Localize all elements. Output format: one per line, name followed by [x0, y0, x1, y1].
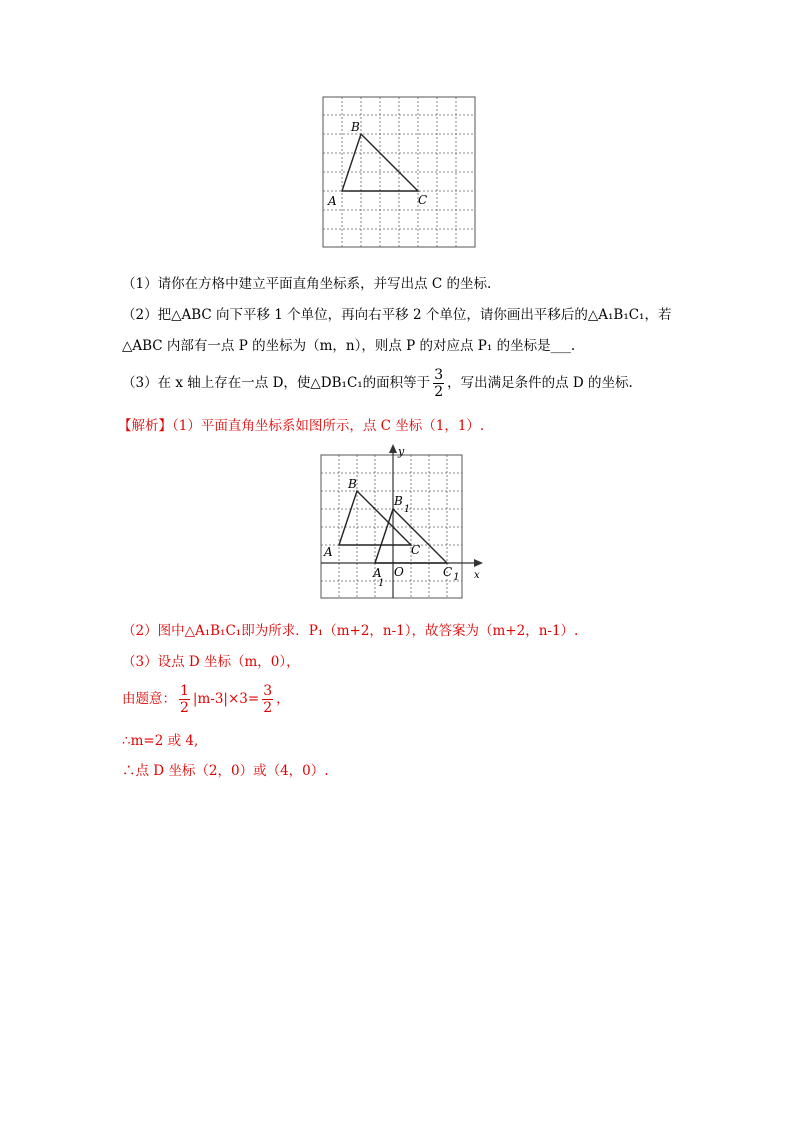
- solution-4-text-a: 由题意：: [122, 691, 176, 708]
- question-1: （1）请你在方格中建立平面直角坐标系，并写出点 C 的坐标.: [122, 276, 492, 292]
- solution-2: （2）图中△A₁B₁C₁即为所求．P₁（m+2，n-1），故答案为（m+2，n-1）.: [122, 623, 579, 639]
- question-3-text-a: （3）在 x 轴上存在一点 D，使△DB₁C₁的面积等于: [122, 375, 431, 392]
- question-2-line-1: （2）把△ABC 向下平移 1 个单位，再向右平移 2 个单位，请你画出平移后的△A₁B₁C₁，若: [122, 307, 672, 323]
- solution-6: ∴点 D 坐标（2，0）或（4，0）.: [122, 763, 329, 779]
- solution-4-text-b: |m-3|×3=: [192, 691, 260, 708]
- grid-lines-2: [321, 455, 462, 598]
- solution-1-text: （1）平面直角坐标系如图所示，点 C 坐标（1，1）.: [172, 418, 485, 434]
- x-axis-arrow-icon: [474, 559, 483, 567]
- label-a1: A 1: [373, 566, 385, 589]
- label-c: C: [411, 543, 421, 557]
- label-c: C: [418, 193, 428, 207]
- solution-3: （3）设点 D 坐标（m，0），: [122, 654, 300, 670]
- figure-2-coordinate-grid: [318, 443, 490, 603]
- question-3-text-b: ，写出满足条件的点 D 的坐标.: [447, 375, 633, 392]
- label-x: x: [474, 570, 480, 581]
- label-a: A: [324, 545, 333, 559]
- question-3: [122, 367, 633, 400]
- solution-5: ∴m=2 或 4,: [122, 733, 199, 749]
- fraction-one-half: $\frac{1}{2}$: [180, 683, 189, 717]
- fraction-three-halves: $\frac{3}{2}$: [434, 367, 444, 401]
- label-b1: $B_1$: [394, 494, 411, 515]
- label-b: B: [351, 120, 360, 134]
- label-a: A: [328, 194, 337, 208]
- label-b: B: [348, 477, 357, 491]
- label-o: O: [394, 565, 404, 579]
- solution-4: [122, 683, 290, 716]
- figure-1-grid-triangle: [322, 96, 478, 250]
- question-2-line-2: △ABC 内部有一点 P 的坐标为（m，n），则点 P 的对应点 P₁ 的坐标是___.: [122, 338, 576, 354]
- label-c1: $C_1$: [443, 565, 460, 583]
- fraction-three-halves-2: $\frac{3}{2}$: [263, 683, 273, 717]
- solution-1: [118, 417, 484, 435]
- solution-4-text-c: ，: [276, 691, 290, 708]
- solution-tag: 【解析】: [118, 418, 172, 434]
- label-y: y: [398, 445, 405, 458]
- y-axis-arrow-icon: [389, 444, 397, 453]
